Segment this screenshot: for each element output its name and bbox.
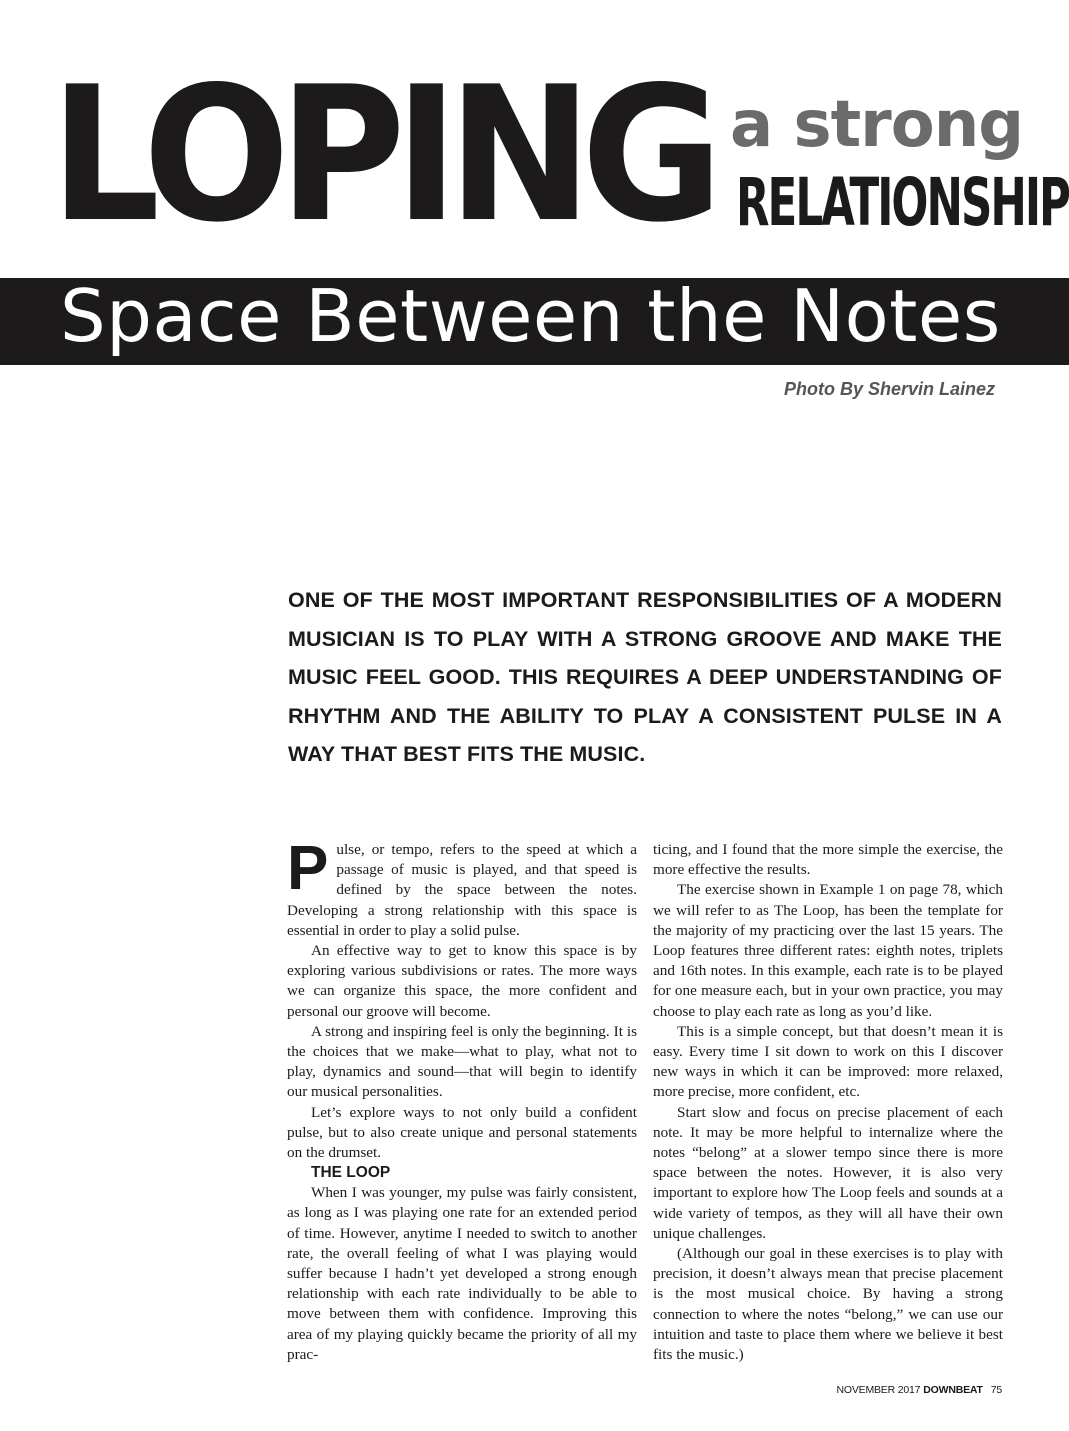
title-subline-2: RELATIONSHIP: [736, 164, 1069, 241]
paragraph: The exercise shown in Example 1 on page 78, which we will refer to as The Loop, has been the template for the majority of my practicing over the last 15 years. The Loop features three different rates: eighth notes, triplets and 16th notes. In this example, each rate is to be played for one measure each, but in your own practice, you may choose to play each rate as long as you’d like.: [653, 881, 1003, 1020]
banner-title: Space Between the Notes: [60, 274, 1001, 358]
section-heading: THE LOOP: [311, 1164, 391, 1182]
magazine-name: DOWNBEAT: [923, 1384, 983, 1396]
body-column-left: [287, 834, 637, 1365]
photo-credit: Photo By Shervin Lainez: [783, 379, 995, 399]
drop-cap: P: [287, 834, 329, 903]
paragraph: (Although our goal in these exercises is to play with precision, it doesn’t always mean that precise placement is the most musical choice. By having a strong connection to where the notes “belong,” we can use our intuition and taste to place them where we believe it best fits the music.): [653, 1245, 1003, 1364]
paragraph: Start slow and focus on precise placement of each note. It may be more helpful to internalize where the notes “belong” at a slower tempo since there is more space between the notes. However, it is also very important to explore how The Loop feels and sounds at a wide variety of tempos, as they will all have their own unique challenges.: [653, 1103, 1003, 1242]
paragraph: Let’s explore ways to not only build a confident pulse, but to also create unique and personal statements on the drumset.: [287, 1103, 637, 1162]
paragraph: An effective way to get to know this space is by exploring various subdivisions or rates. The more ways we can organize this space, the more confident and personal our groove will become.: [287, 942, 637, 1020]
paragraph: A strong and inspiring feel is only the beginning. It is the choices that we make—what to play, what not to play, dynamics and sound—that will begin to identify our musical personalities.: [287, 1022, 637, 1101]
paragraph: ticing, and I found that the more simple the exercise, the more effective the results.: [653, 841, 1003, 879]
issue-date: NOVEMBER 2017: [836, 1384, 921, 1396]
paragraph: This is a simple concept, but that doesn’t mean it is easy. Every time I sit down to work on this I discover new ways in which it can be improved: more relaxed, more precise, more confident, etc.: [653, 1022, 1003, 1101]
title-subline-1: a strong: [730, 88, 1024, 162]
title-main: LOPING: [50, 46, 713, 263]
intro-deck: ONE OF THE MOST IMPORTANT RESPONSIBILITIES OF A MODERN MUSICIAN IS TO PLAY WITH A STRONG GROOVE AND MAKE THE MUSIC FEEL GOOD. THIS REQUIRES A DEEP UNDERSTANDING OF RHYTHM AND THE ABILITY TO PLAY A CONSISTENT PULSE IN A WAY THAT BEST FITS THE MUSIC.: [288, 588, 1002, 766]
paragraph: Pulse, or tempo, refers to the speed at which a passage of music is played, and that speed is defined by the space between the notes. Developing a strong relationship with this space is essential in order to play a solid pulse.: [287, 834, 637, 939]
page-number: 75: [990, 1384, 1002, 1396]
page-footer: [836, 1384, 1002, 1396]
body-column-right: [653, 840, 1003, 1365]
paragraph: When I was younger, my pulse was fairly consistent, as long as I was playing one rate for an extended period of time. However, anytime I needed to switch to another rate, the overall feeling of what I was playing would suffer because I hadn’t yet developed a strong enough relationship with each rate individually to be able to move between them with confidence. Improving this area of my playing quickly became the priority of all my prac-: [287, 1184, 637, 1363]
